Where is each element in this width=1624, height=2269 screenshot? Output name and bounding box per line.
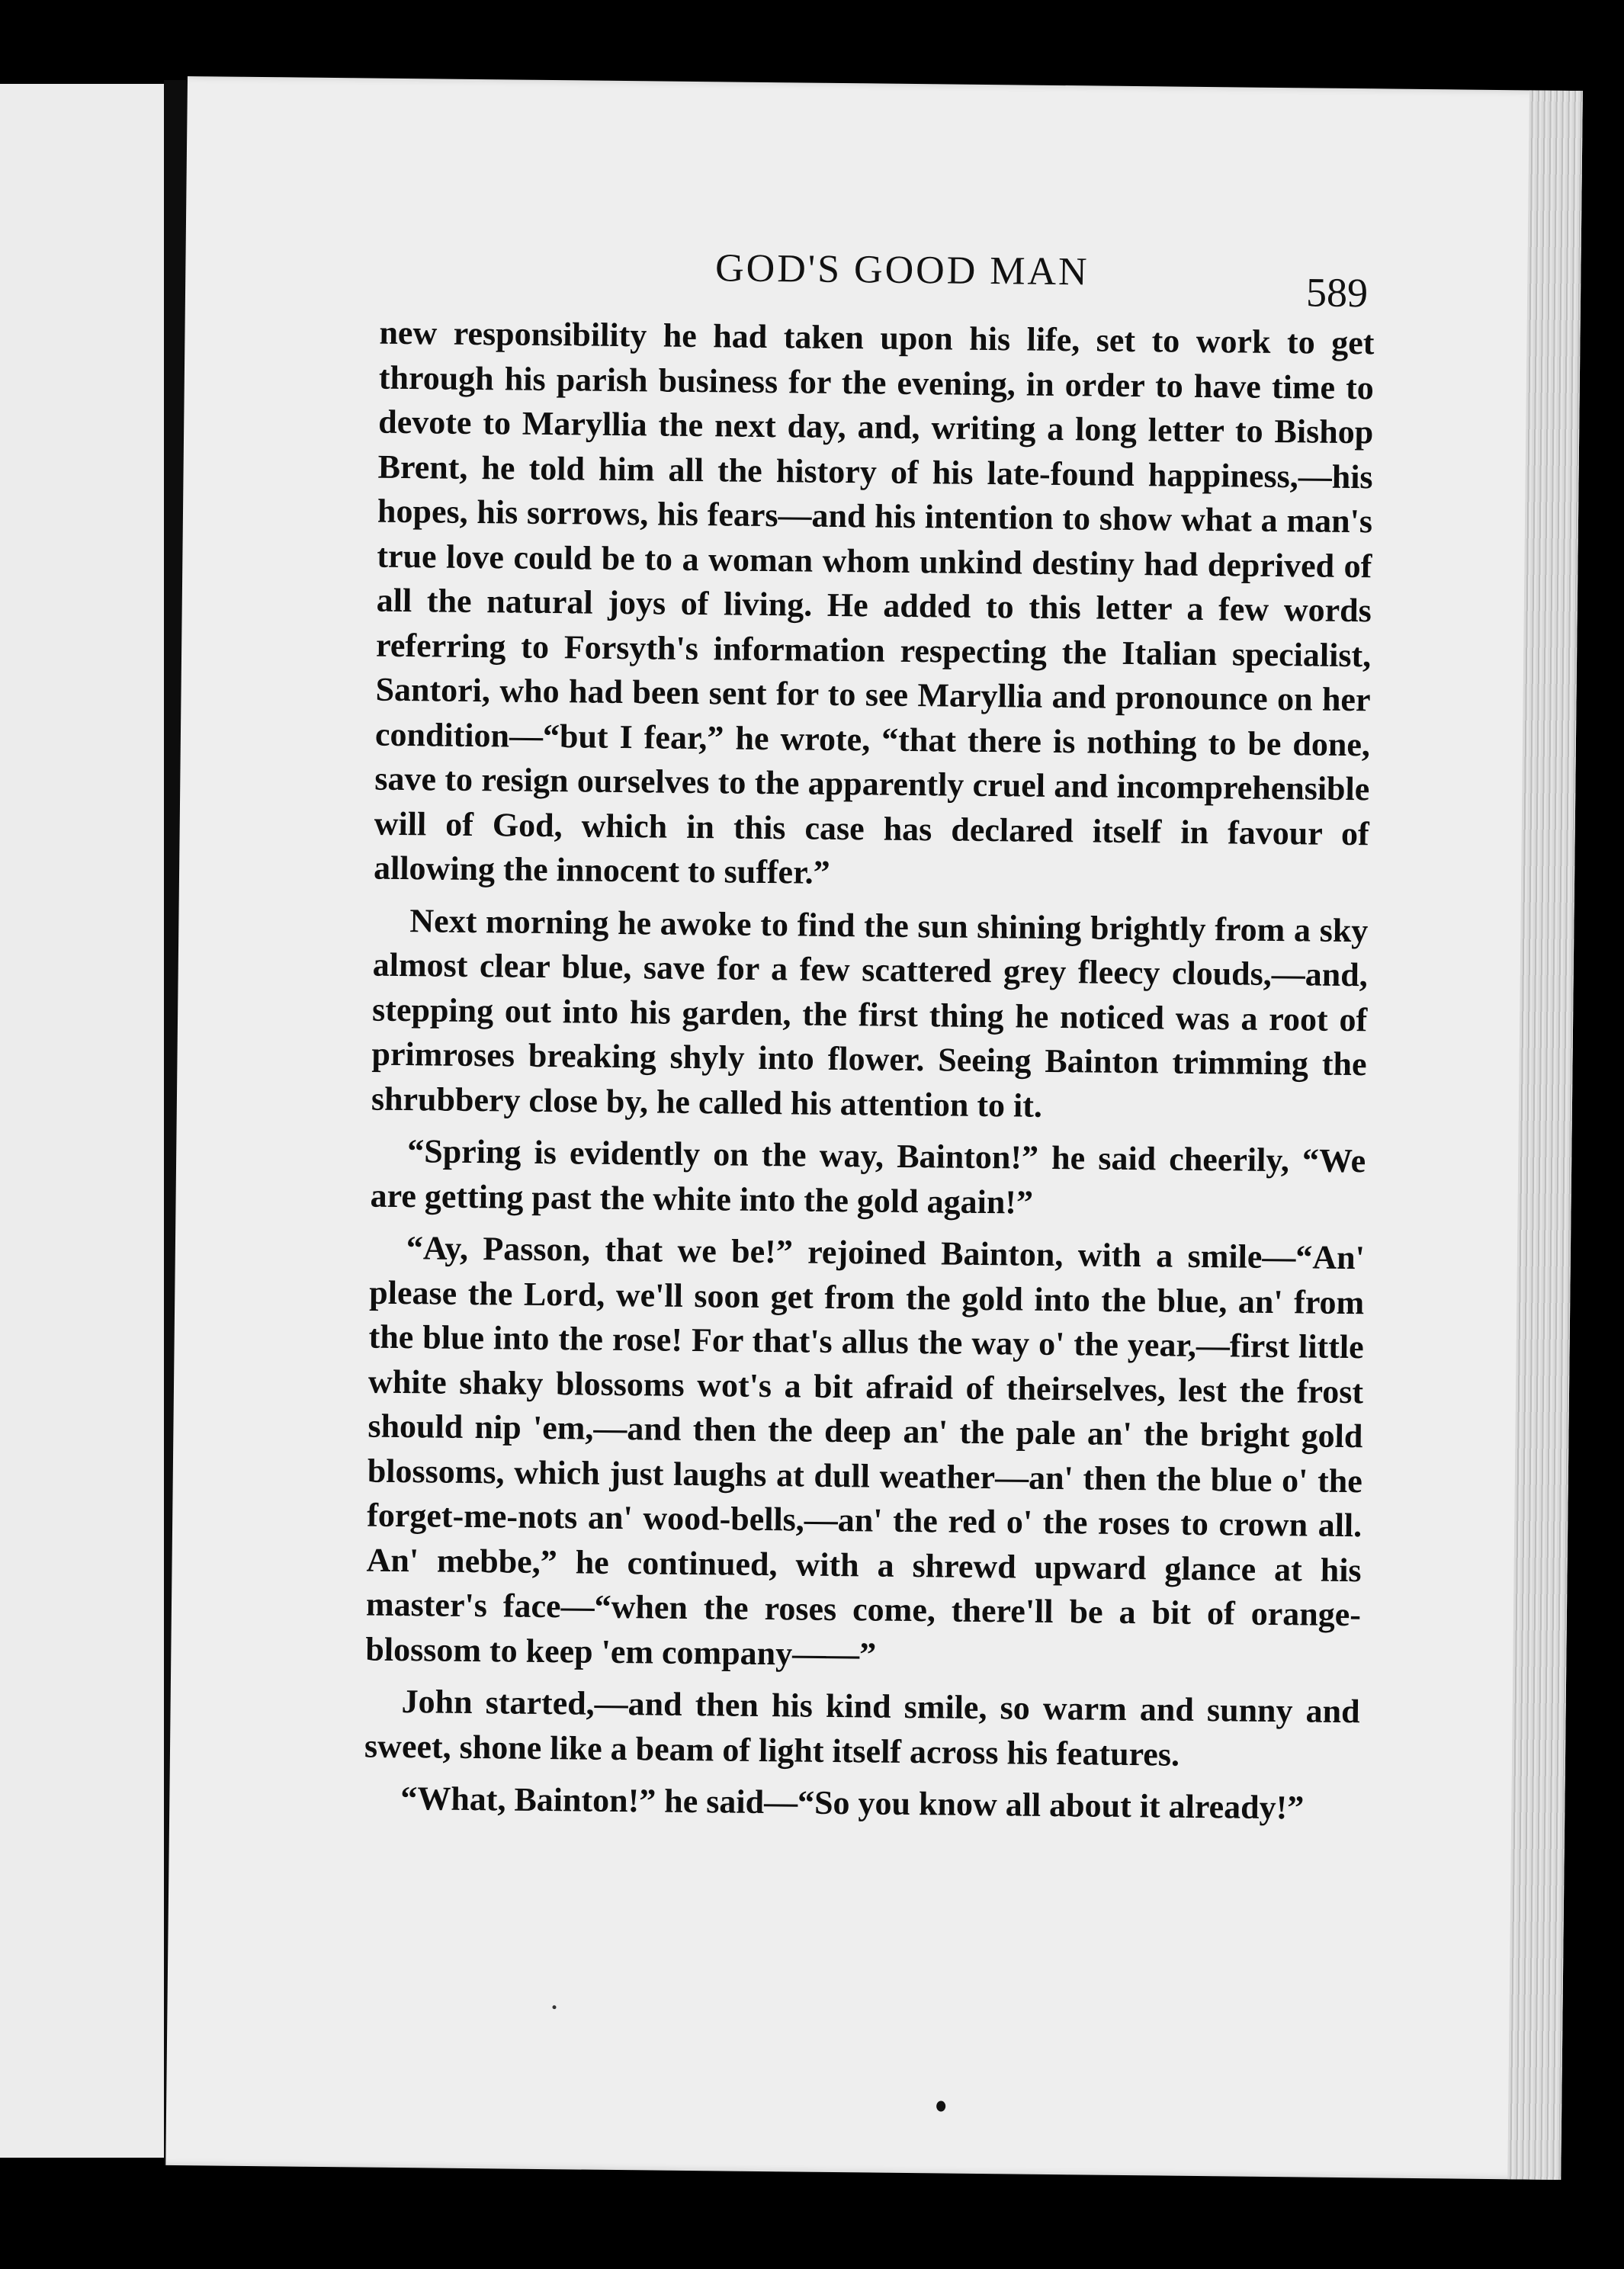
paragraph: “What, Bainton!” he said—“So you know all about it already!” bbox=[400, 1780, 1305, 1827]
page-header bbox=[185, 240, 1581, 316]
page-edges bbox=[1507, 90, 1583, 2180]
book-page bbox=[165, 76, 1583, 2180]
running-title: GOD'S GOOD MAN bbox=[714, 246, 1090, 294]
paragraph: “Spring is evidently on the way, Bainton!” he said cheerily, “We are getting past the white into the gold again!” bbox=[370, 1132, 1366, 1221]
paragraph: “Ay, Passon, that we be!” rejoined Bainton, with a smile—“An' please the Lord, we'll soon get from the gold into the blue, an' from the blue into the rose! For that's allus the way o' the year,—first little white shaky blossoms wot's a bit afraid of theirselves, lest the frost should nip 'em,—and then the deep an' the pale an' the bright gold blossoms, which just laughs at dull weather—an' then the blue o' the forget-me-nots an' wood-bells,—an' the red o' the roses to crown all. An' mebbe,” he continued, with a shrewd upward glance at his master's face—“when the roses come, there'll be a bit of orange-blossom to keep 'em company——” bbox=[365, 1229, 1366, 1674]
signature-mark bbox=[936, 2101, 945, 2111]
paragraph: Next morning he awoke to find the sun shining brightly from a sky almost clear blue, save for a few scattered grey fleecy clouds,—and, stepping out into his garden, the first thing he noticed was a root of primroses breaking shyly into flower. Seeing Bainton trimming the shrubbery close by, he called his attention to it. bbox=[371, 901, 1369, 1125]
page-number: 589 bbox=[1305, 269, 1369, 316]
paragraph: new responsibility he had taken upon his life, set to work to get through his parish business for the evening, in order to have time to devote to Maryllia the next day, and, writing a long letter to Bishop Brent, he told him all the history of his late-found happiness,—his hopes, his sorrows, his fears—and his intention to show what a man's true love could be to a woman whom unkind destiny had deprived of all the natural joys of living. He added to this letter a few words referring to Forsyth's information respecting the Italian specialist, Santori, who had been sent for to see Maryllia and pronounce on her condition—“but I fear,” he wrote, “that there is nothing to be done, save to resign ourselves to the apparently cruel and incomprehensible will of God, which in this case has declared itself in favour of allowing the innocent to suffer.” bbox=[373, 313, 1375, 891]
facing-page-edge bbox=[0, 84, 172, 2158]
page-body bbox=[364, 311, 1375, 1839]
paragraph: John started,—and then his kind smile, so warm and sunny and sweet, shone like a beam of light itself across his features. bbox=[364, 1683, 1360, 1773]
ink-speck bbox=[552, 2005, 556, 2009]
